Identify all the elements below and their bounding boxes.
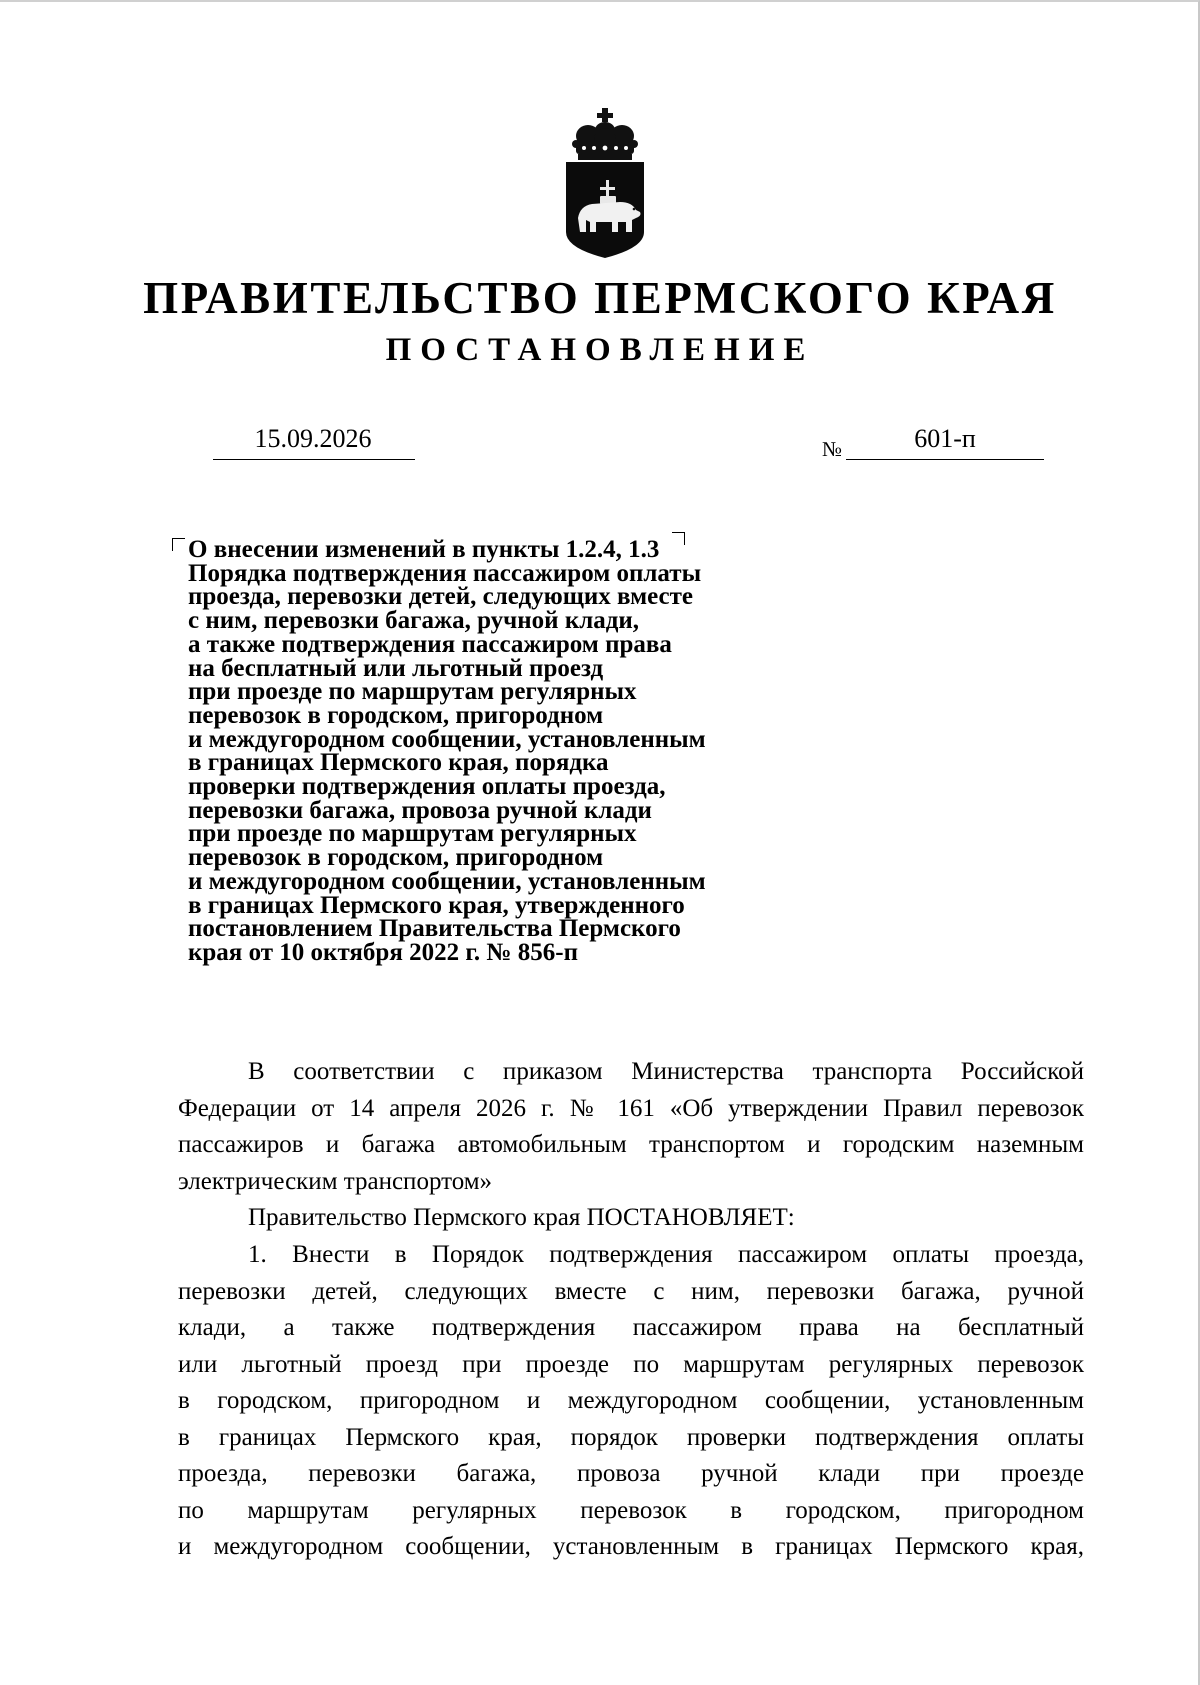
- subject-line: перевозок в городском, пригородном: [188, 701, 604, 729]
- decree-paragraph: [178, 1200, 1084, 1237]
- subject-line: при проезде по маршрутам регулярных: [188, 820, 637, 848]
- body-line: электрическим транспортом»: [178, 1167, 493, 1195]
- date-underline: [213, 459, 415, 460]
- body-line: по маршрутам регулярных перевозок в городском, пригородном: [178, 1496, 1084, 1524]
- subject-line: Порядка подтверждения пассажиром оплаты: [188, 559, 702, 587]
- body-line: пассажиров и багажа автомобильным транспортом и городским наземным: [178, 1131, 1084, 1158]
- document-date: 15.09.2026: [254, 424, 372, 453]
- perm-krai-coat-of-arms-icon: [562, 108, 648, 260]
- subject-line: при проезде по маршрутам регулярных: [188, 678, 637, 706]
- organization-title: ПРАВИТЕЛЬСТВО ПЕРМСКОГО КРАЯ: [143, 273, 1057, 323]
- subject-line: постановлением Правительства Пермского: [188, 915, 681, 943]
- subject-line: перевозки багажа, провоза ручной клади: [188, 796, 652, 824]
- body-line: в границах Пермского края, порядок проверки подтверждения оплаты: [178, 1423, 1084, 1451]
- subject-line: в границах Пермского края, утвержденного: [188, 891, 685, 919]
- subject-line: проверки подтверждения оплаты проезда,: [188, 773, 666, 801]
- body-line: Федерации от 14 апреля 2026 г. № 161 «Об утверждении Правил перевозок: [178, 1094, 1084, 1122]
- body-line: в городском, пригородном и междугородном сообщении, установленным: [178, 1387, 1084, 1414]
- document-subject: [188, 538, 808, 965]
- subject-line: с ним, перевозки багажа, ручной клади,: [188, 607, 640, 635]
- preamble-paragraph: [178, 1054, 1084, 1200]
- subject-corner-mark-left: [172, 538, 185, 551]
- subject-line: в границах Пермского края, порядка: [188, 749, 609, 777]
- body-line: и междугородном сообщении, установленным в границах Пермского края,: [178, 1533, 1084, 1560]
- document-number: 601-п: [914, 424, 976, 453]
- subject-line: перевозок в городском, пригородном: [188, 844, 604, 872]
- body-line: В соответствии с приказом Министерства транспорта Российской: [248, 1058, 1084, 1085]
- body-line: или льготный проезд при проезде по маршрутам регулярных перевозок: [178, 1350, 1084, 1378]
- body-line: 1. Внести в Порядок подтверждения пассажиром оплаты проезда,: [248, 1241, 1084, 1268]
- item-1-paragraph: [178, 1237, 1084, 1566]
- subject-line: проезда, перевозки детей, следующих вместе: [188, 583, 693, 611]
- decree-line: Правительство Пермского края ПОСТАНОВЛЯЕТ:: [248, 1204, 795, 1231]
- body-line: проезда, перевозки багажа, провоза ручной клади при проезде: [178, 1460, 1084, 1487]
- subject-line: края от 10 октября 2022 г. № 856-п: [188, 938, 578, 966]
- number-label: №: [822, 437, 843, 461]
- body-line: перевозки детей, следующих вместе с ним, перевозки багажа, ручной: [178, 1277, 1084, 1305]
- subject-line: и междугородном сообщении, установленным: [188, 725, 706, 753]
- subject-line: и междугородном сообщении, установленным: [188, 867, 706, 895]
- subject-line: О внесении изменений в пункты 1.2.4, 1.3: [188, 536, 660, 563]
- subject-line: на бесплатный или льготный проезд: [188, 654, 604, 682]
- number-underline: [846, 459, 1044, 460]
- body-line: клади, а также подтверждения пассажиром права на бесплатный: [178, 1314, 1084, 1341]
- document-type: ПОСТАНОВЛЕНИЕ: [385, 332, 815, 368]
- subject-line: а также подтверждения пассажиром права: [188, 630, 672, 658]
